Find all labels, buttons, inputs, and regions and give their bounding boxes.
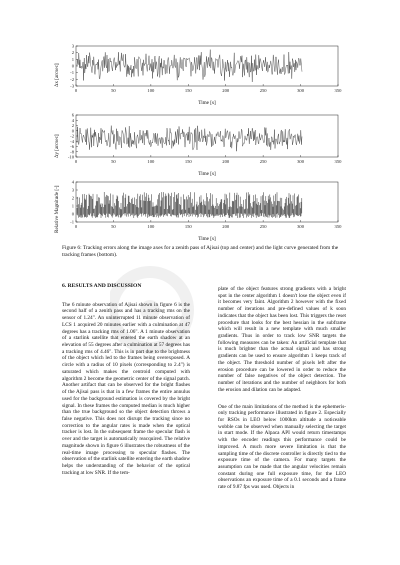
y-tick-label: 0 [71,63,74,69]
y-tick-label: 3 [71,187,74,193]
y-tick-label: 0 [71,128,74,134]
plot-frame [76,115,338,157]
trace-line [77,50,302,82]
y-tick-label: -1 [70,70,74,76]
y-tick-label: 1 [71,203,74,209]
plot-dx-xlabel: Time [s] [198,100,216,106]
plot-dx-canvas [62,43,352,107]
x-tick-label: 250 [259,159,267,164]
y-tick-label: -2 [70,133,74,139]
y-tick-label: -10 [67,154,74,160]
plot-dx [54,43,352,107]
x-tick-label: 50 [111,224,116,229]
x-tick-label: 300 [297,88,305,93]
plot-magnitude-canvas [62,179,352,243]
x-tick-label: 100 [147,88,155,93]
trace-line [77,126,302,152]
plot-dy-xlabel: Time [s] [198,171,216,177]
y-tick-label: -4 [70,138,74,144]
plot-magnitude-xlabel: Time [s] [198,236,216,242]
x-tick-label: 100 [147,224,155,229]
x-tick-label: 350 [334,159,342,164]
x-tick-label: 0 [74,159,78,164]
x-tick-label: 300 [297,224,305,229]
plot-dx-ylabel: Δx [arcsec] [54,63,60,87]
x-tick-label: 150 [184,224,192,229]
plot-dy-canvas [62,112,352,178]
paragraph: plate of the object features strong gradients with a bright spot in the center algorithm 1 doesn't lose the object even if it becomes very faint. Algorithm 2 however with the fixed number of iterations and pre-defined values of k soon indicates that the object has been lost. This triggers the reset procedure that looks for the best hessian in the subframe which will result in a new template with much smaller gradients. Thus in order to track low SNR targets the following measures can be taken: An artificial template that is much brighter than the actual signal and has strong gradients can be used to ensure algorithm 1 keeps track of the object. The threshold number of pixels left after the erosion procedure can be lowered in order to reduce the number of false negatives of the object detection. The number of iterations and the number of neighbors for both the erosion and dilation can be adapted. [218,286,346,393]
section-heading: 6. RESULTS AND DISCUSSION [62,283,142,289]
y-tick-label: -3 [70,83,74,89]
x-tick-label: 100 [147,159,155,164]
y-tick-label: 0 [71,211,74,217]
plot-dy [54,112,352,178]
paragraph: The 6 minute observation of Ajisai shown in figure 6 is the second half of a zenith pass and has a tracking rms on the sensor of 1.24". An uninterrupted 11 minute observation of LCS 1 acquired 20 minutes earlier with a culmination at 47 degrees has a tracking rms of 1.06". A 1 minute observation of a starlink satellite that entered the earth shadow at an elevation of 55 degrees after a culmination at 57 degrees has a tracking rms of 4.46". This is in part due to the brightness of the object which led to the frames being overexposed. A circle with a radius of 10 pixels (corresponding to 2.4") is saturated which makes the centroid computed with algorithm 2 become the geometric center of the signal patch. Another artifact that can be observed for the bright flashes of the Ajisai pass is that in a few frames the entire annulus used for the background estimation is covered by the bright signal. In these frames the computed median is much higher than the true background so the object detection throws a false negative. This does not disrupt the tracking since no correction to the angular rates is made when the optical tracker is lost. In the subsequent frame the specular flash is over and the target is automatically reacquired. The relative magnitude shown in figure 6 illustrates the robustness of the real-time image processing to specular flashes. The observation of the starlink satellite entering the earth shadow helps the understanding of the behavior of the optical tracking at low SNR. If the tem- [62,301,191,476]
y-tick-label: -1 [70,219,74,225]
x-tick-label: 200 [222,88,230,93]
figure-caption: Figure 6: Tracking errors along the image axes for a zenith pass of Ajisai (top and center) and the light curve generated from the tracking frames (bottom). [62,245,339,258]
x-tick-label: 250 [259,224,267,229]
x-tick-label: 150 [184,88,192,93]
x-tick-label: 200 [222,159,230,164]
x-tick-label: 0 [74,224,78,229]
x-tick-label: 150 [184,159,192,164]
x-tick-label: 50 [111,159,116,164]
y-tick-label: -8 [70,149,74,155]
right-column [218,286,346,497]
x-tick-label: 0 [74,88,78,93]
x-tick-label: 250 [259,88,267,93]
left-column [62,283,190,482]
plot-magnitude-ylabel: Relative Magnitude [-] [54,185,60,233]
x-tick-label: 300 [297,159,305,164]
x-tick-label: 350 [334,88,342,93]
y-tick-label: 6 [71,112,74,118]
y-tick-label: 1 [71,56,74,62]
y-tick-label: 4 [71,117,74,123]
y-tick-label: -2 [70,76,74,82]
y-tick-label: 4 [71,179,74,185]
x-tick-label: 200 [222,224,230,229]
y-tick-label: 3 [71,43,74,49]
plot-dy-ylabel: Δy [arcsec] [54,134,60,158]
y-tick-label: 2 [71,50,74,56]
y-tick-label: -6 [70,144,74,149]
y-tick-label: 2 [71,123,74,128]
y-tick-label: 2 [71,195,74,201]
plot-magnitude [54,179,352,243]
paragraph: One of the main limitations of the method is the ephemeris-only tracking performance illustrated in figure 2. Especially for RSOs in LEO below 1000km altitude a noticeable wobble can be observed when manually selecting the target in start mode. If the Alpaca API would return timestamps with the encoder readings this performance could be improved. A much more severe limitation is that the sampling time of the discrete controller is directly tied to the exposure time of the camera. For many targets the assumption can be made that the angular velocities remain constant during one full exposure time, for the LEO observations an exposure time of a 0.1 seconds and a frame rate of 9.87 fps was used. Objects in [218,403,346,491]
x-tick-label: 350 [334,224,342,229]
x-tick-label: 50 [111,88,116,93]
